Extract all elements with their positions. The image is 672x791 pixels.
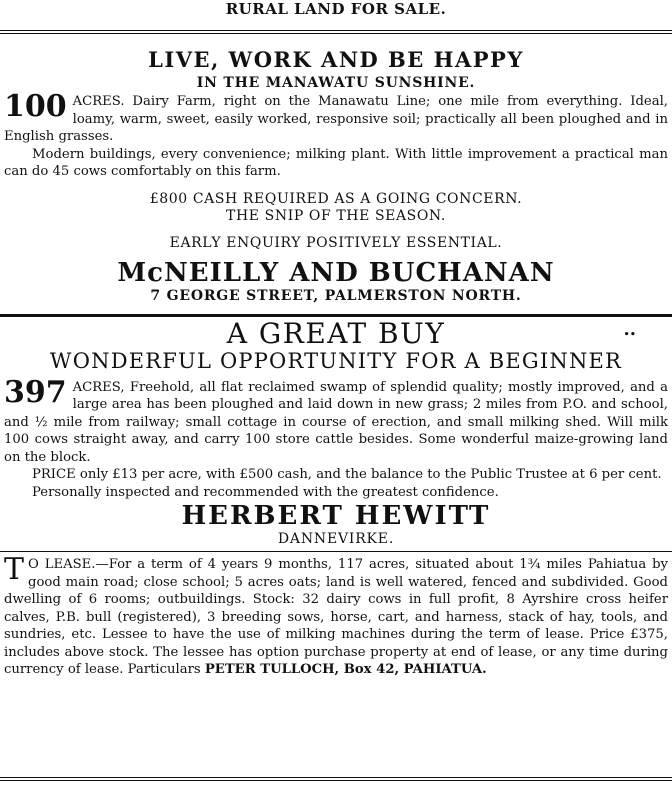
- ad-great-buy: [0, 316, 672, 548]
- ad2-acres-number: 397: [4, 374, 67, 410]
- ad2-body-text: ACRES, Freehold, all flat reclaimed swamp of splendid quality; mostly improved, and a large area has been ploughed and laid down in new grass; 2 miles from P.O. and school, and ½ mile from railway; small cottage in course of erection, and small milking shed. Will milk 100 cows straight away, and carry 100 store cattle besides. Some wonderful maize-growing land on the block.: [4, 379, 668, 465]
- ad2-dots: ..: [623, 318, 636, 340]
- ad1-cash-line: £800 CASH REQUIRED AS A GOING CONCERN.: [149, 190, 523, 207]
- ad-to-lease: [0, 552, 672, 679]
- ad3-contact: PETER TULLOCH, Box 42, PAHIATUA.: [204, 662, 487, 677]
- ad1-body: [4, 89, 668, 146]
- section-header: RURAL LAND FOR SALE.: [225, 0, 447, 18]
- ad2-body: [4, 374, 668, 467]
- ad1-enquiry-line: EARLY ENQUIRY POSITIVELY ESSENTIAL.: [169, 234, 503, 251]
- ad1-body2: Modern buildings, every convenience; milking plant. With little improvement a practical man can do 45 cows comfortably on this farm.: [4, 146, 668, 179]
- ad1-snip-line: THE SNIP OF THE SEASON.: [226, 207, 446, 224]
- ad2-town: DANNEVIRKE.: [277, 531, 395, 547]
- ad2-agent: HERBERT HEWITT: [181, 501, 491, 531]
- ad2-price: PRICE only £13 per acre, with £500 cash, and the balance to the Public Trustee at 6 per cent.: [32, 467, 662, 482]
- ad1-acres-number: 100: [4, 89, 67, 124]
- ad2-inspected: Personally inspected and recommended with the greatest confidence.: [32, 484, 499, 500]
- ad3-drop-letter: T: [4, 552, 25, 587]
- ad-manawatu-dairy-farm: [0, 34, 672, 304]
- ad1-headline: LIVE, WORK AND BE HAPPY: [148, 47, 524, 72]
- ad3-body: [4, 552, 668, 679]
- ad1-subheadline: IN THE MANAWATU SUNSHINE.: [196, 75, 476, 91]
- ad1-address: 7 GEORGE STREET, PALMERSTON NORTH.: [150, 287, 522, 304]
- ad1-body-text: ACRES. Dairy Farm, right on the Manawatu Line; one mile from everything. Ideal, loamy, warm, sweet, easily worked, responsive soil; practically all been ploughed and in English grasses.: [4, 94, 668, 144]
- ad2-subheadline: WONDERFUL OPPORTUNITY FOR A BEGINNER: [49, 348, 623, 373]
- ad2-headline: A GREAT BUY: [226, 316, 446, 350]
- ad3-body-text: O LEASE.—For a term of 4 years 9 months, 117 acres, situated about 1¾ miles Pahiatua by good main road; close school; 5 acres oats; land is well watered, fenced and subdivided. Good dwelling of 6 rooms; outbuildings. Stock: 32 dairy cows in full profit, 8 Ayrshire cross heifer calves, P.B. bull (registered), 3 breeding sows, horse, cart, and harness, stack of hay, tools, and sundries, etc. Lessee to have the use of milking machines during the term of lease. Price £375, includes above stock. The lessee has option purchase property at end of lease, or any time during currency of lease. Particulars: [4, 557, 668, 677]
- ad1-agent: McNEILLY AND BUCHANAN: [117, 257, 555, 288]
- bottom-rule: [0, 777, 672, 781]
